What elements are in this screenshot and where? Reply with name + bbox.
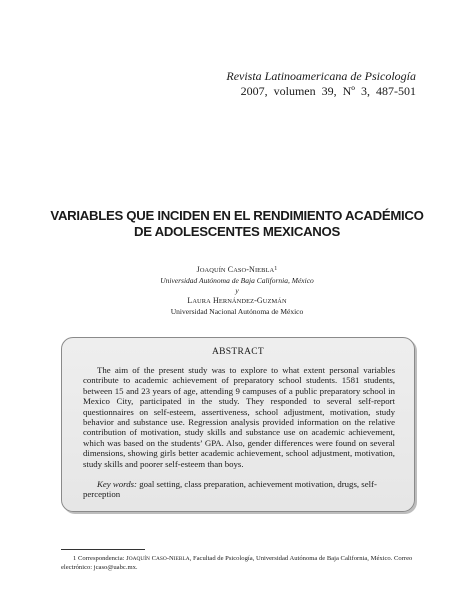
keywords-label: Key words: bbox=[97, 479, 137, 489]
keywords-list: goal setting, class preparation, achievement motivation, drugs, self-perception bbox=[83, 479, 377, 500]
journal-volume: volumen 39, bbox=[273, 84, 337, 98]
journal-number: Nº 3, bbox=[342, 84, 370, 98]
footnote-rule bbox=[61, 549, 145, 550]
abstract-box bbox=[61, 337, 415, 512]
title-line-1: VARIABLES QUE INCIDEN EN EL RENDIMIENTO ACADÉMICO bbox=[50, 208, 424, 223]
author-2: LAURA HERNÁNDEZ-GUZMÁN bbox=[187, 296, 287, 305]
affiliation-2: Universidad Nacional Autónoma de México bbox=[170, 307, 304, 316]
footnote-marker: 1 bbox=[274, 266, 278, 272]
abstract-text: The aim of the present study was to explore to what extent personal variables contribute to academic achievement of preparatory school students. 1581 students, between 15 and 23 years of age, attending 9 campuses of a public preparatory school in Mexico City, participated in the study. They responded to several self-report questionnaires on self-esteem, assertiveness, school adjustment, motivation, study behavior and substance use. Regression analysis provided information on the relative contribution of motivation, study skills and substance use on academic achievement, which was based on the students’ GPA. Also, gender differences were found on several dimensions, showing girls better academic achievement, school adjustment, motivation, study skills and poorer self-esteem than boys. bbox=[83, 365, 395, 469]
affiliation-1: Universidad Autónoma de Baja California, México bbox=[160, 276, 314, 285]
article-title bbox=[0, 208, 474, 240]
journal-name: Revista Latinoamericana de Psicología bbox=[226, 69, 416, 83]
footnote: 1 Correspondencia: JOAQUÍN CASO-NIEBLA, Facultad de Psicología, Universidad Autónoma de Baja California, México. Correo electrónico: jcaso@uabc.mx. bbox=[61, 555, 413, 571]
author-conjunction: y bbox=[235, 286, 239, 295]
keywords bbox=[83, 479, 397, 500]
title-line-2: DE ADOLESCENTES MEXICANOS bbox=[134, 224, 340, 239]
journal-pages: 487-501 bbox=[376, 84, 416, 98]
abstract-heading: ABSTRACT bbox=[211, 347, 265, 357]
journal-header bbox=[226, 69, 416, 99]
journal-year: 2007, bbox=[240, 84, 268, 98]
author-block bbox=[0, 265, 474, 317]
journal-issue-info bbox=[226, 84, 416, 99]
author-1: JOAQUÍN CASO-NIEBLA$^1$ bbox=[196, 265, 278, 274]
